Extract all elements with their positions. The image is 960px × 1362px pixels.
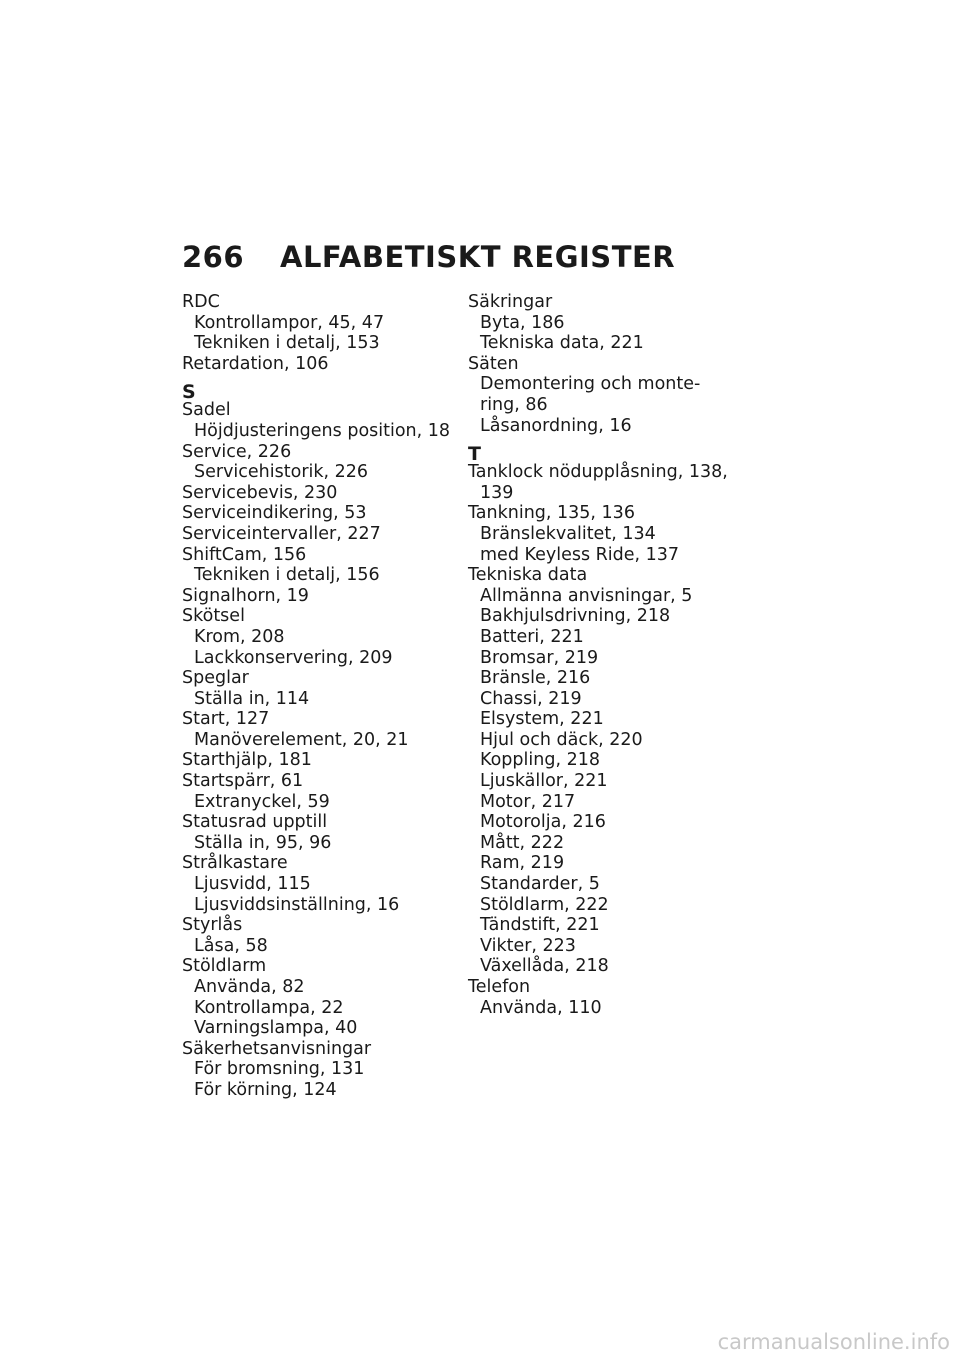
index-entry: Service, 226 [182, 441, 292, 462]
index-subentry: Mått, 222 [480, 832, 565, 853]
index-subentry: Kontrollampor, 45, 47 [194, 312, 385, 333]
index-entry: Säten [468, 353, 519, 374]
index-subentry: Bromsar, 219 [480, 647, 599, 668]
index-entry: Säkerhetsanvisningar [182, 1038, 372, 1059]
index-entry: Start, 127 [182, 709, 270, 730]
index-entry: Säkringar [468, 292, 553, 312]
index-entry: RDC [182, 292, 220, 312]
index-entry: Sadel [182, 400, 231, 421]
index-subentry: Chassi, 219 [480, 688, 582, 709]
index-subentry: Extranyckel, 59 [194, 791, 330, 812]
index-subentry: Vikter, 223 [480, 935, 576, 956]
index-entry: Tekniska data [468, 565, 588, 586]
index-subentry: Ställa in, 95, 96 [194, 832, 332, 853]
index-entry: Servicebevis, 230 [182, 482, 338, 503]
index-entry: Serviceindikering, 53 [182, 503, 367, 524]
index-subentry: Tekniken i detalj, 153 [194, 333, 380, 354]
index-subentry: Batteri, 221 [480, 626, 584, 647]
index-subentry: Servicehistorik, 226 [194, 462, 369, 483]
index-subentry: Krom, 208 [194, 626, 285, 647]
index-subentry: Tekniska data, 221 [480, 333, 644, 354]
index-subentry: Demontering och monte- [480, 374, 701, 395]
index-entry: Signalhorn, 19 [182, 585, 309, 606]
index-subentry: Allmänna anvisningar, 5 [480, 585, 693, 606]
page-title: ALFABETISKT REGISTER [280, 240, 676, 274]
index-subentry: Höjdjusteringens position, 18 [194, 420, 451, 441]
index-subentry: Varningslampa, 40 [194, 1018, 358, 1039]
index-subentry: Växellåda, 218 [480, 956, 609, 977]
index-column-left [182, 292, 452, 1101]
index-subentry: Tekniken i detalj, 156 [194, 565, 380, 586]
index-subentry: Använda, 82 [194, 977, 305, 997]
index-entry: Speglar [182, 668, 249, 689]
index-subentry: Ram, 219 [480, 853, 565, 874]
index-subentry: Tändstift, 221 [480, 915, 600, 936]
index-entry: Tankning, 135, 136 [468, 503, 635, 524]
page-number: 266 [182, 240, 245, 274]
index-subentry: Hjul och däck, 220 [480, 729, 643, 750]
index-entry: Tanklock nödupplåsning, 138, [468, 462, 728, 483]
index-subentry: Elsystem, 221 [480, 709, 604, 730]
index-entry: Skötsel [182, 606, 245, 627]
index-subentry: med Keyless Ride, 137 [480, 544, 680, 565]
index-subentry: För körning, 124 [194, 1079, 337, 1100]
index-subentry: Standarder, 5 [480, 874, 600, 895]
index-subentry: 139 [480, 482, 514, 503]
index-entry: Startspärr, 61 [182, 771, 304, 792]
index-subentry: Bränslekvalitet, 134 [480, 523, 656, 544]
index-entry: Statusrad upptill [182, 812, 328, 833]
watermark: carmanualsonline.info [717, 1330, 950, 1354]
index-subentry: Bränsle, 216 [480, 668, 591, 689]
index-entry: ShiftCam, 156 [182, 544, 307, 565]
index-entry: Telefon [468, 977, 531, 997]
index-subentry: Låsa, 58 [194, 935, 268, 956]
index-letter-heading: S [182, 381, 196, 404]
index-entry: Serviceintervaller, 227 [182, 523, 381, 544]
index-entry: Stöldlarm [182, 956, 267, 977]
index-subentry: För bromsning, 131 [194, 1059, 365, 1080]
index-subentry: Stöldlarm, 222 [480, 894, 609, 915]
index-subentry: Ljusvidd, 115 [194, 874, 311, 895]
index-subentry: Koppling, 218 [480, 750, 600, 771]
index-entry: Starthjälp, 181 [182, 750, 312, 771]
index-subentry: Använda, 110 [480, 997, 602, 1018]
index-subentry: Låsanordning, 16 [480, 415, 632, 436]
index-entry: Styrlås [182, 915, 243, 936]
index-subentry: Manöverelement, 20, 21 [194, 729, 409, 750]
index-subentry: Ställa in, 114 [194, 688, 310, 709]
index-subentry: Bakhjulsdrivning, 218 [480, 606, 671, 627]
index-subentry: ring, 86 [480, 394, 548, 415]
index-entry: Retardation, 106 [182, 353, 329, 374]
index-entry: Strålkastare [182, 853, 288, 874]
index-subentry: Kontrollampa, 22 [194, 997, 344, 1018]
index-subentry: Ljusviddsinställning, 16 [194, 894, 400, 915]
index-subentry: Ljuskällor, 221 [480, 771, 608, 792]
index-subentry: Motorolja, 216 [480, 812, 606, 833]
index-column-right [468, 292, 738, 1018]
index-letter-heading: T [468, 443, 481, 466]
index-subentry: Motor, 217 [480, 791, 576, 812]
page-header [182, 240, 675, 274]
index-subentry: Byta, 186 [480, 312, 565, 333]
index-subentry: Lackkonservering, 209 [194, 647, 393, 668]
